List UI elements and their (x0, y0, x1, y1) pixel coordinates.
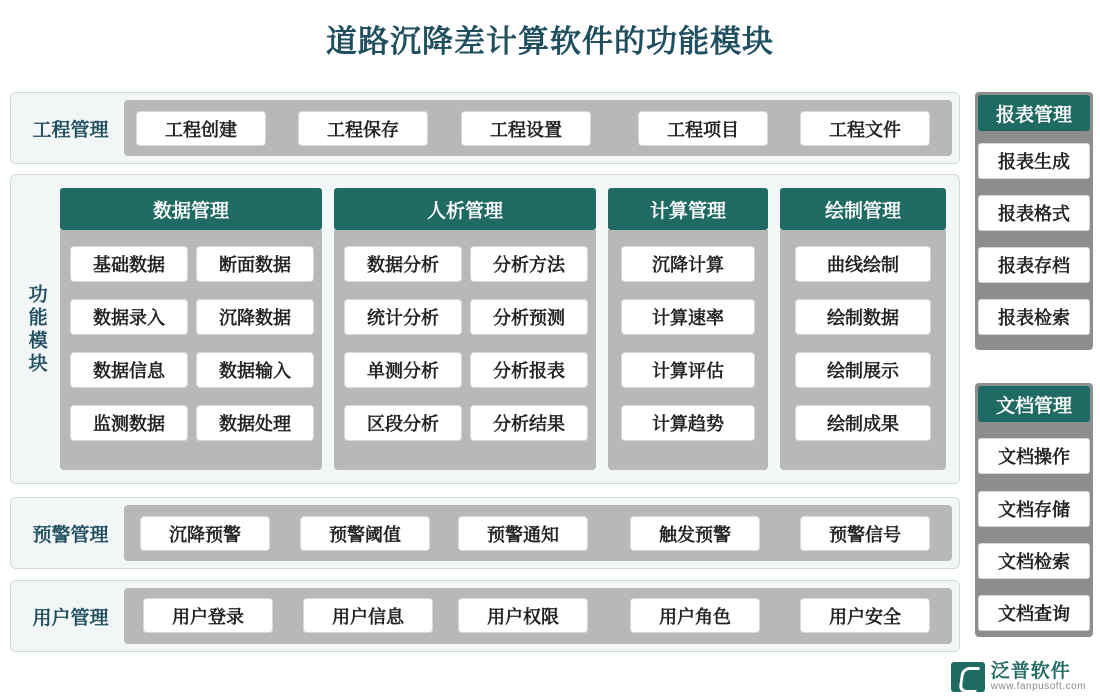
user-management-label: 用户管理 (32, 607, 109, 629)
column-header-calculation: 计算管理 (608, 188, 768, 230)
user-item-1[interactable]: 用户信息 (303, 598, 433, 633)
drawing-item-2[interactable]: 绘制展示 (795, 352, 931, 388)
data-item-7[interactable]: 数据处理 (196, 405, 314, 441)
user-item-4[interactable]: 用户安全 (800, 598, 930, 633)
logo-url: www.fanpusoft.com (990, 680, 1086, 692)
data-item-5[interactable]: 数据输入 (196, 352, 314, 388)
calculation-item-1[interactable]: 计算速率 (621, 299, 755, 335)
user-item-0[interactable]: 用户登录 (143, 598, 273, 633)
document-item-2[interactable]: 文档检索 (978, 543, 1090, 579)
data-item-4[interactable]: 数据信息 (70, 352, 188, 388)
function-modules-label (14, 250, 58, 410)
analysis-item-7[interactable]: 分析结果 (470, 405, 588, 441)
calculation-item-2[interactable]: 计算评估 (621, 352, 755, 388)
project-management-label: 工程管理 (32, 119, 109, 141)
project-item-0[interactable]: 工程创建 (136, 111, 266, 146)
analysis-item-5[interactable]: 分析报表 (470, 352, 588, 388)
report-item-2[interactable]: 报表存档 (978, 247, 1090, 283)
data-item-3[interactable]: 沉降数据 (196, 299, 314, 335)
data-item-2[interactable]: 数据录入 (70, 299, 188, 335)
drawing-item-0[interactable]: 曲线绘制 (795, 246, 931, 282)
data-item-6[interactable]: 监测数据 (70, 405, 188, 441)
analysis-item-0[interactable]: 数据分析 (344, 246, 462, 282)
calculation-item-3[interactable]: 计算趋势 (621, 405, 755, 441)
analysis-item-4[interactable]: 单测分析 (344, 352, 462, 388)
page-title: 道路沉降差计算软件的功能模块 (326, 24, 774, 59)
document-item-3[interactable]: 文档查询 (978, 595, 1090, 631)
analysis-item-6[interactable]: 区段分析 (344, 405, 462, 441)
analysis-item-1[interactable]: 分析方法 (470, 246, 588, 282)
report-item-0[interactable]: 报表生成 (978, 143, 1090, 179)
warning-management-label: 预警管理 (32, 524, 109, 546)
data-item-0[interactable]: 基础数据 (70, 246, 188, 282)
column-header-data: 数据管理 (60, 188, 322, 230)
logo-text (991, 662, 1086, 692)
report-item-1[interactable]: 报表格式 (978, 195, 1090, 231)
analysis-item-3[interactable]: 分析预测 (470, 299, 588, 335)
analysis-item-2[interactable]: 统计分析 (344, 299, 462, 335)
warning-item-4[interactable]: 预警信号 (800, 516, 930, 551)
warning-item-3[interactable]: 触发预警 (630, 516, 760, 551)
column-header-drawing: 绘制管理 (780, 188, 946, 230)
project-item-1[interactable]: 工程保存 (298, 111, 428, 146)
document-item-0[interactable]: 文档操作 (978, 438, 1090, 474)
user-item-2[interactable]: 用户权限 (458, 598, 588, 633)
column-header-analysis: 人析管理 (334, 188, 596, 230)
report-rail-header: 报表管理 (978, 95, 1090, 131)
document-rail-header: 文档管理 (978, 386, 1090, 422)
project-item-4[interactable]: 工程文件 (800, 111, 930, 146)
project-item-3[interactable]: 工程项目 (638, 111, 768, 146)
warning-item-1[interactable]: 预警阈值 (300, 516, 430, 551)
calculation-item-0[interactable]: 沉降计算 (621, 246, 755, 282)
report-item-3[interactable]: 报表检索 (978, 299, 1090, 335)
brand-logo (951, 662, 1086, 692)
document-item-1[interactable]: 文档存储 (978, 491, 1090, 527)
warning-item-2[interactable]: 预警通知 (458, 516, 588, 551)
warning-item-0[interactable]: 沉降预警 (140, 516, 270, 551)
project-item-2[interactable]: 工程设置 (461, 111, 591, 146)
logo-mark-icon (951, 662, 985, 692)
logo-name: 泛普软件 (990, 660, 1071, 682)
function-modules-label-text: 功能模块 (25, 284, 47, 376)
data-item-1[interactable]: 断面数据 (196, 246, 314, 282)
user-item-3[interactable]: 用户角色 (630, 598, 760, 633)
drawing-item-3[interactable]: 绘制成果 (795, 405, 931, 441)
drawing-item-1[interactable]: 绘制数据 (795, 299, 931, 335)
